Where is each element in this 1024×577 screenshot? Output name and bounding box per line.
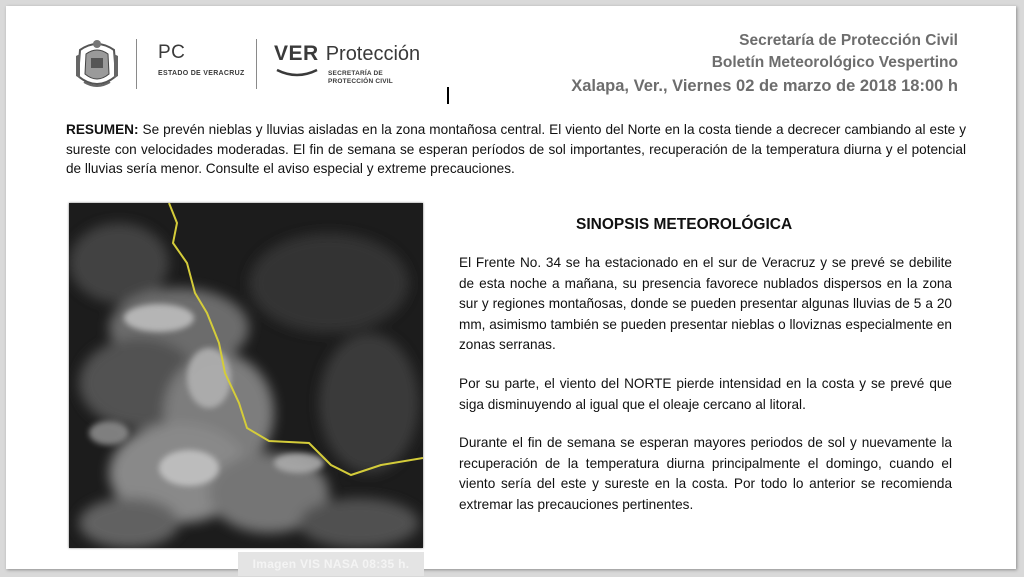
bulletin-header <box>571 30 958 97</box>
bulletin-title: Boletín Meteorológico Vespertino <box>711 54 958 71</box>
synopsis-paragraph-2: Por su parte, el viento del NORTE pierde intensidad en la costa y se prevé que siga disminuyendo al igual que el oleaje cercano al litoral. <box>459 376 952 412</box>
summary-label: RESUMEN: <box>66 122 139 137</box>
synopsis-title: SINOPSIS METEOROLÓGICA <box>576 216 793 233</box>
logo-divider <box>136 39 137 89</box>
logo-divider <box>256 39 257 89</box>
ver-title: VER <box>274 42 319 65</box>
org-name: Secretaría de Protección Civil <box>739 32 958 49</box>
bulletin-page <box>6 6 1016 569</box>
proteccion-title: Protección <box>325 43 421 65</box>
veracruz-crest-logo <box>72 36 122 92</box>
bulletin-date: Xalapa, Ver., Viernes 02 de marzo de 2018 18:00 h <box>571 77 958 95</box>
synopsis-paragraph-3: Durante el fin de semana se esperan mayores periodos de sol y nuevamente la recuperación de la temperatura diurna principalmente el domingo, cuando el viento sería del este y sureste en la costa. Por todo lo anterior se recomienda extremar las precauciones pertinentes. <box>459 435 952 512</box>
proteccion-subtitle: SECRETARÍA DE PROTECCIÓN CIVIL <box>328 70 393 85</box>
swoosh-icon <box>276 68 318 78</box>
satellite-image <box>69 203 423 548</box>
pc-title: PC <box>158 42 186 63</box>
pc-subtitle: ESTADO DE VERACRUZ <box>158 70 245 77</box>
pc-logo <box>158 42 245 77</box>
summary-text: Se prevén nieblas y lluvias aisladas en la zona montañosa central. El viento del Norte en la costa tiende a decrecer cambiando al este y sureste con velocidades moderadas. El fin de semana se esperan períodos de sol importantes, recuperación de la temperatura diurna y el potencial de lluvias sería menor. Consulte el aviso especial y extreme precauciones. <box>66 122 966 176</box>
ver-proteccion-logo <box>274 42 421 85</box>
summary-paragraph <box>66 120 966 179</box>
image-caption: Imagen VIS NASA 08:35 h. <box>238 552 424 576</box>
synopsis-paragraph-1: El Frente No. 34 se ha estacionado en el sur de Veracruz y se prevé se debilite de esta noche a mañana, su presencia favorece nublados dispersos en la zona sur y regiones montañosas, donde se pueden presentar algunas lluvias de 5 a 20 mm, asimismo también se pueden presentar nieblas o lloviznas especialmente en zonas serranas. <box>459 255 952 352</box>
text-cursor <box>447 87 449 104</box>
